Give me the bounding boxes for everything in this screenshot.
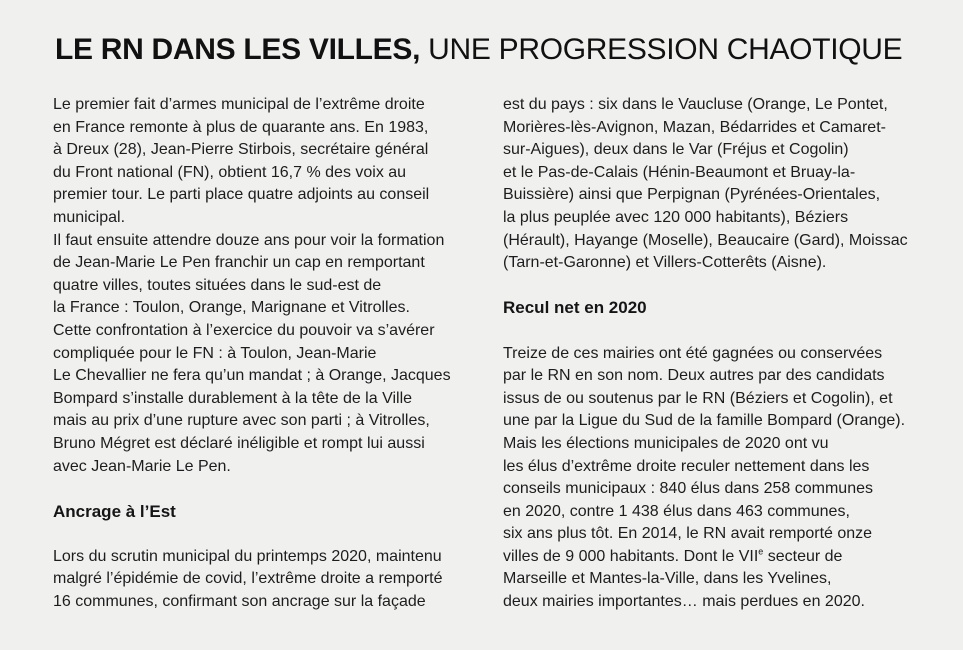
text-line: (Hérault), Hayange (Moselle), Beaucaire (Gard), Moissac <box>503 231 908 249</box>
paragraph-gap <box>503 275 913 298</box>
paragraph-gap <box>53 523 473 546</box>
text-line: conseils municipaux : 840 élus dans 258 communes <box>503 480 873 498</box>
text-line: premier tour. Le parti place quatre adjoints au conseil <box>53 186 430 204</box>
section-heading-ancrage: Ancrage à l’Est <box>53 501 176 521</box>
text-line: en 2020, contre 1 438 élus dans 463 communes, <box>503 502 850 520</box>
text-line: municipal. <box>53 208 126 226</box>
right-column <box>503 94 913 614</box>
section-heading-recul: Recul net en 2020 <box>503 298 647 318</box>
text-line: issus de ou soutenus par le RN (Béziers et Cogolin), et <box>503 389 893 407</box>
text-line: Morières-lès-Avignon, Mazan, Bédarrides et Camaret- <box>503 118 886 136</box>
text-line: six ans plus tôt. En 2014, le RN avait remporté onze <box>503 525 873 543</box>
text-line: Lors du scrutin municipal du printemps 2020, maintenu <box>53 547 442 565</box>
text-line: avec Jean-Marie Le Pen. <box>53 457 231 475</box>
text-line: une par la Ligue du Sud de la famille Bompard (Orange). <box>503 412 906 430</box>
text-line: du Front national (FN), obtient 16,7 % des voix au <box>53 163 407 181</box>
text-line: par le RN en son nom. Deux autres par des candidats <box>503 367 885 385</box>
text-line: Le premier fait d’armes municipal de l’extrême droite <box>53 96 425 113</box>
text-line: Il faut ensuite attendre douze ans pour voir la formation <box>53 231 445 249</box>
text-line: Bompard s’installe durablement à la tête de la Ville <box>53 389 413 407</box>
text-line: en France remonte à plus de quarante ans. En 1983, <box>53 118 429 136</box>
text-line: de Jean-Marie Le Pen franchir un cap en remportant <box>53 254 425 272</box>
left-column <box>53 94 473 614</box>
text-fragment: villes de 9 000 habitants. Dont le VII <box>503 547 759 565</box>
title-bold-part: LE RN DANS LES VILLES, <box>55 33 421 66</box>
text-line: Marseille et Mantes-la-Ville, dans les Yvelines, <box>503 570 832 588</box>
paragraph-gap <box>503 320 913 343</box>
paragraph-gap <box>53 478 473 501</box>
text-line: malgré l’épidémie de covid, l’extrême droite a remporté <box>53 570 443 588</box>
text-line: la France : Toulon, Orange, Marignane et Vitrolles. <box>53 299 410 317</box>
superscript-e: e <box>758 546 764 557</box>
text-line: Le Chevallier ne fera qu’un mandat ; à Orange, Jacques <box>53 367 451 385</box>
text-line: (Tarn-et-Garonne) et Villers-Cotterêts (Aisne). <box>503 254 827 272</box>
text-line: Cette confrontation à l’exercice du pouvoir va s’avérer <box>53 321 435 339</box>
text-line: Mais les élections municipales de 2020 ont vu <box>503 434 829 452</box>
text-line: deux mairies importantes… mais perdues en 2020. <box>503 593 865 611</box>
text-fragment: secteur de <box>763 547 843 565</box>
text-line: compliquée pour le FN : à Toulon, Jean-Marie <box>53 344 377 362</box>
text-line: les élus d’extrême droite reculer nettement dans les <box>503 457 870 475</box>
text-line: Treize de ces mairies ont été gagnées ou conservées <box>503 344 883 362</box>
text-line: mais au prix d’une rupture avec son parti ; à Vitrolles, <box>53 412 430 430</box>
text-line: sur-Aigues), deux dans le Var (Fréjus et Cogolin) <box>503 141 849 159</box>
text-line-with-superscript <box>503 546 913 569</box>
text-line: 16 communes, confirmant son ancrage sur la façade <box>53 593 426 611</box>
text-line: quatre villes, toutes situées dans le sud-est de <box>53 276 382 294</box>
text-line: et le Pas-de-Calais (Hénin-Beaumont et Bruay-la- <box>503 163 856 181</box>
text-line: est du pays : six dans le Vaucluse (Orange, Le Pontet, <box>503 96 888 113</box>
title-light-part: UNE PROGRESSION CHAOTIQUE <box>428 33 903 66</box>
text-line: à Dreux (28), Jean-Pierre Stirbois, secrétaire général <box>53 141 429 159</box>
text-line: la plus peuplée avec 120 000 habitants), Béziers <box>503 208 849 226</box>
article-title <box>55 30 902 70</box>
text-line: Buissière) ainsi que Perpignan (Pyrénées-Orientales, <box>503 186 881 204</box>
text-line: Bruno Mégret est déclaré inéligible et rompt lui aussi <box>53 434 425 452</box>
